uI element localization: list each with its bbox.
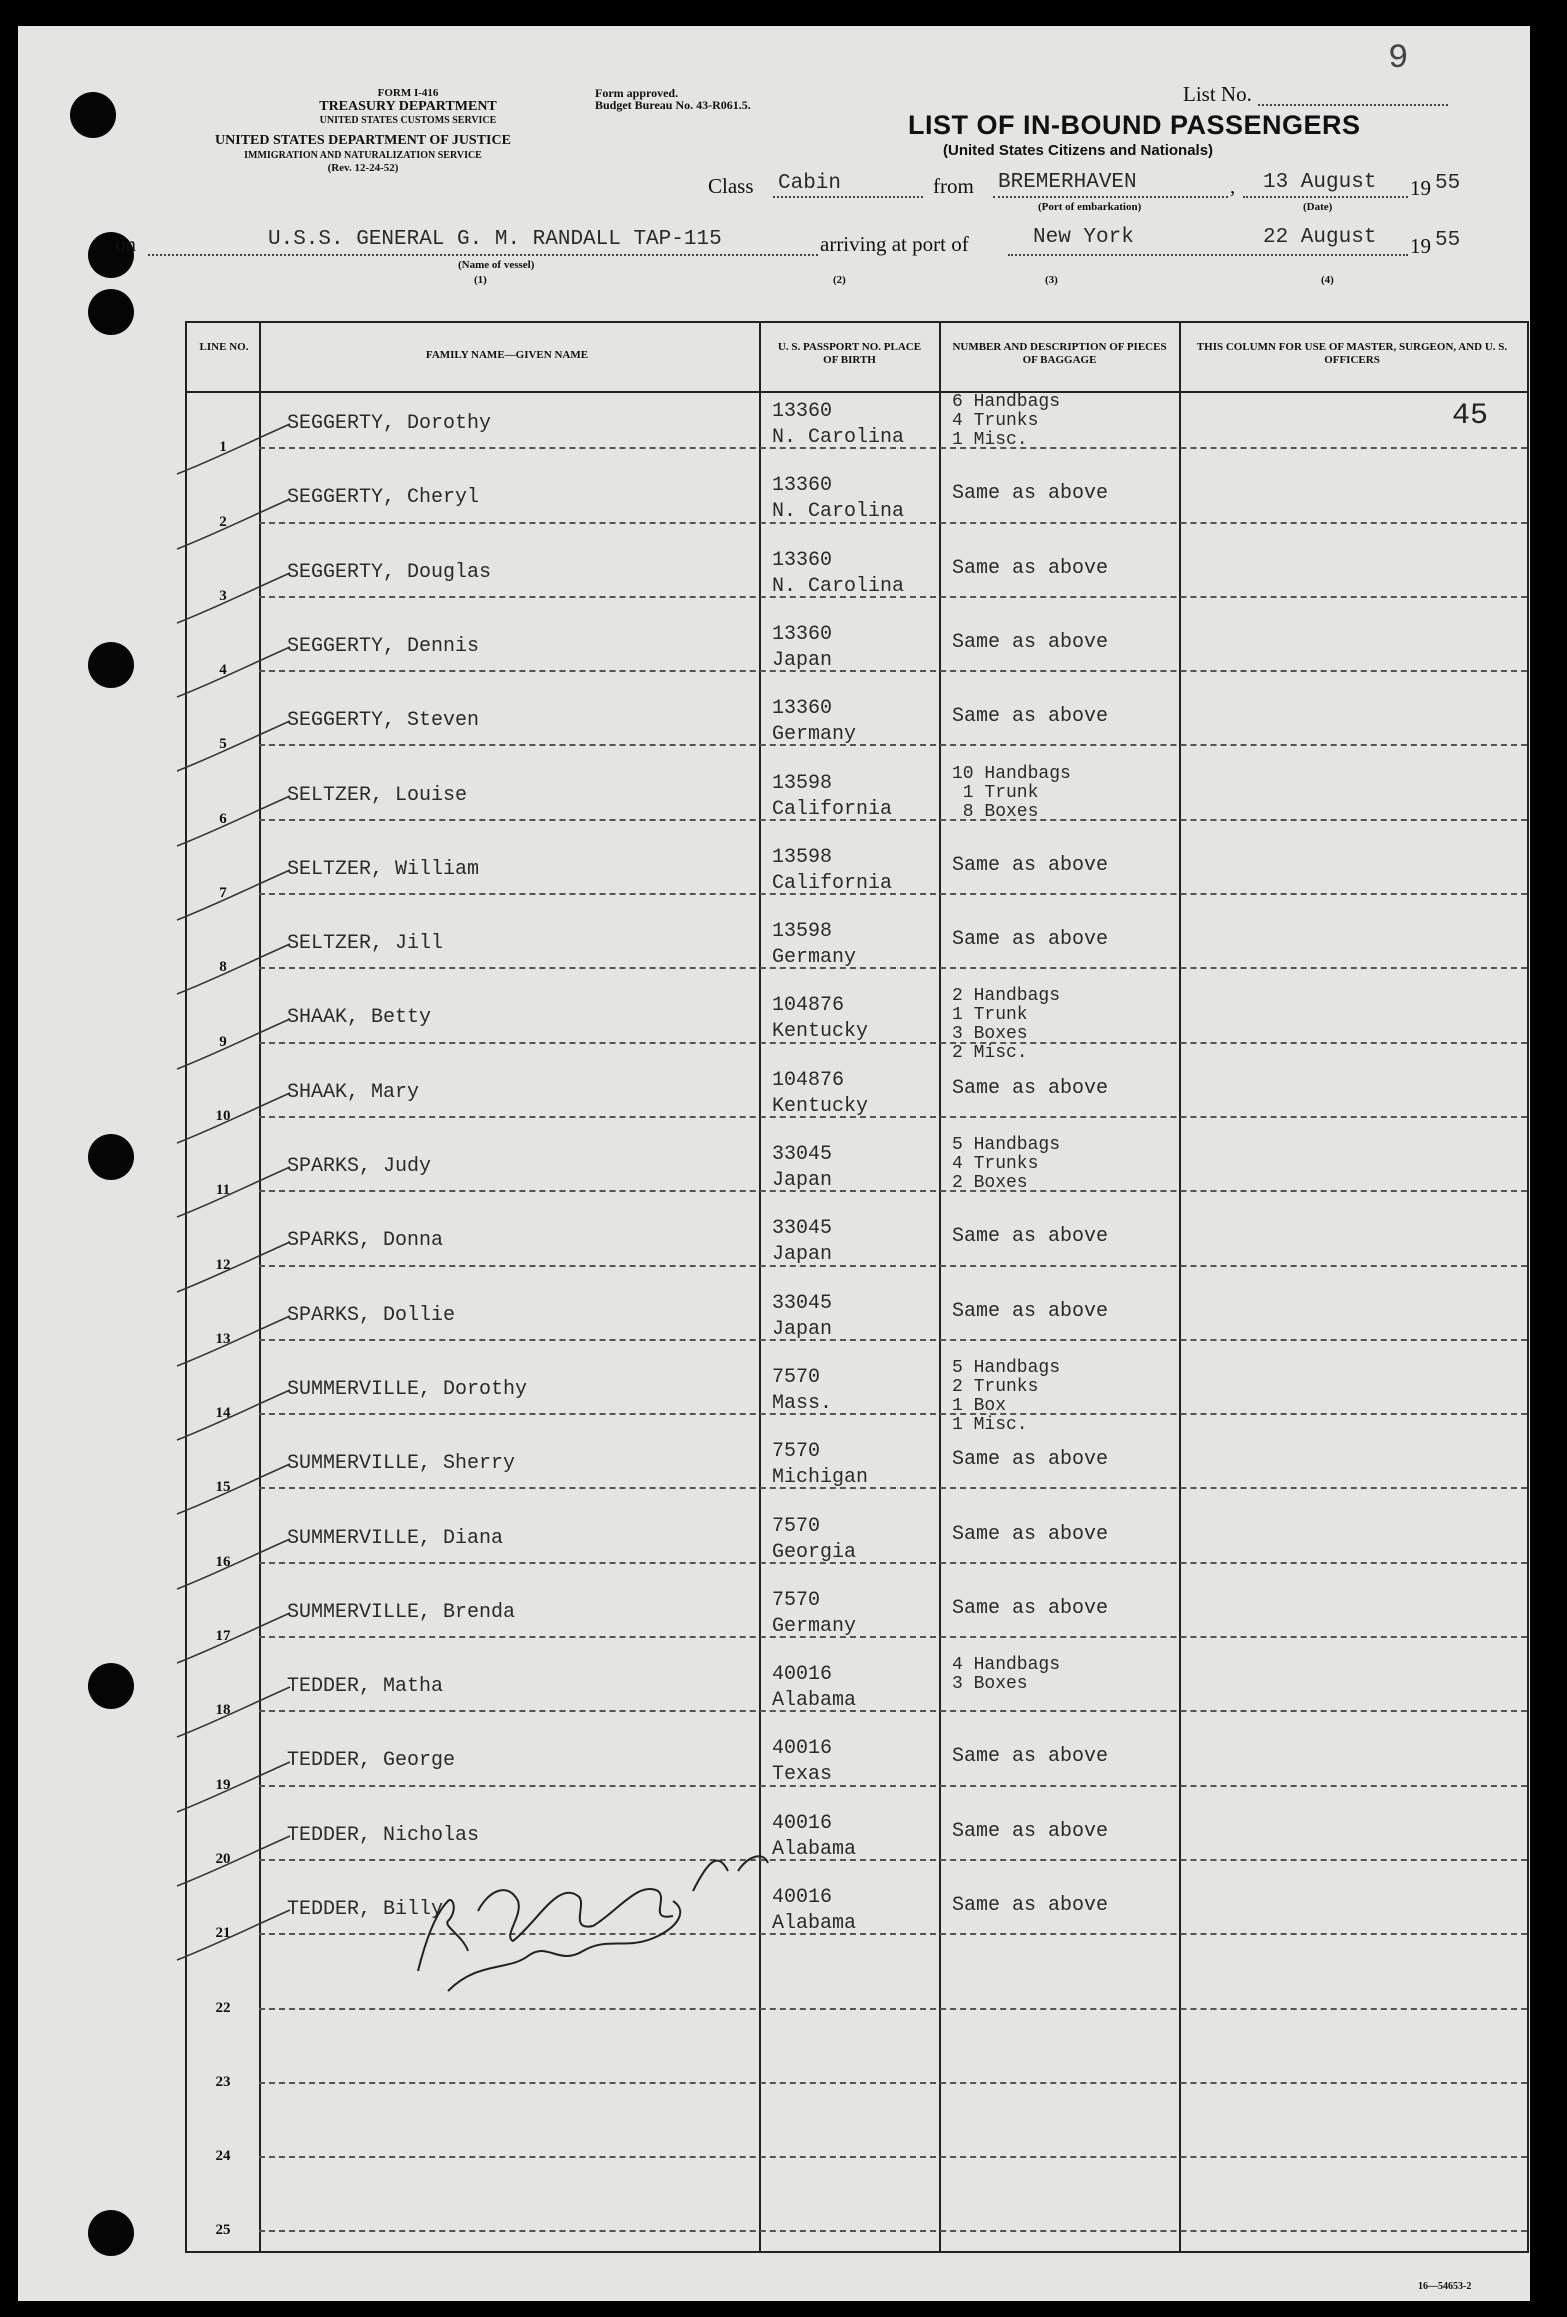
- table-row: [187, 1062, 1527, 1136]
- punch-hole: [88, 1663, 134, 1709]
- place-of-birth: Texas: [772, 1763, 833, 1787]
- place-of-birth: Germany: [772, 946, 857, 970]
- table-row: [187, 542, 1527, 616]
- table-row: [187, 1210, 1527, 1284]
- passenger-name: SELTZER, William: [287, 857, 480, 881]
- table-row: [187, 2028, 1527, 2102]
- passport-number: 7570: [772, 1365, 821, 1389]
- line-number: 8: [219, 959, 227, 976]
- line-number: 13: [215, 1330, 231, 1347]
- baggage-description: 5 Handbags 4 Trunks 2 Boxes: [952, 1135, 1061, 1193]
- passenger-name: SHAAK, Mary: [287, 1080, 420, 1104]
- passport-number: 7570: [772, 1514, 821, 1538]
- line-number: 4: [219, 662, 227, 679]
- passport-number: 104876: [772, 1068, 845, 1092]
- line-number: 22: [215, 1999, 231, 2016]
- class-value: Cabin: [778, 172, 842, 195]
- on-label: on: [115, 232, 136, 256]
- ins-service: IMMIGRATION AND NATURALIZATION SERVICE: [244, 150, 482, 161]
- place-of-birth: Georgia: [772, 1540, 857, 1564]
- header-name: FAMILY NAME—GIVEN NAME: [425, 349, 589, 361]
- place-of-birth: Japan: [772, 648, 833, 672]
- line-number: 11: [215, 1182, 231, 1199]
- line-number: 14: [215, 1405, 231, 1422]
- table-row: [187, 1582, 1527, 1656]
- place-of-birth: Alabama: [772, 1689, 857, 1713]
- table-row: [187, 986, 1527, 1064]
- place-of-birth: California: [772, 797, 893, 821]
- baggage-description: Same as above: [952, 1596, 1109, 1620]
- vessel-name: U.S.S. GENERAL G. M. RANDALL TAP-115: [268, 228, 722, 251]
- table-row: [187, 393, 1527, 467]
- passport-number: 13360: [772, 622, 833, 646]
- place-of-birth: N. Carolina: [772, 426, 905, 449]
- passport-number: 13598: [772, 920, 833, 944]
- baggage-description: Same as above: [952, 928, 1109, 952]
- table-row: [187, 467, 1527, 541]
- baggage-description: Same as above: [952, 630, 1109, 654]
- passport-number: 40016: [772, 1886, 833, 1909]
- budget-bureau: Budget Bureau No. 43-R061.5.: [595, 98, 751, 112]
- passenger-table: [185, 321, 1529, 2253]
- punch-hole: [70, 92, 116, 138]
- print-code: 16—54653-2: [1418, 2281, 1472, 2292]
- passenger-name: SUMMERVILLE, Sherry: [287, 1452, 516, 1476]
- arrival-date: 22 August: [1263, 226, 1377, 249]
- place-of-birth: Japan: [772, 1169, 833, 1192]
- passport-number: 33045: [772, 1217, 833, 1241]
- punch-hole: [88, 642, 134, 688]
- baggage-description: 5 Handbags 2 Trunks 1 Box 1 Misc.: [952, 1357, 1061, 1435]
- passenger-name: SUMMERVILLE, Diana: [287, 1526, 504, 1550]
- embark-year: 55: [1435, 172, 1461, 195]
- line-number: 19: [215, 1776, 231, 1793]
- baggage-description: Same as above: [952, 1819, 1109, 1843]
- baggage-description: Same as above: [952, 482, 1109, 506]
- table-row: [187, 1508, 1527, 1582]
- treasury-dept: TREASURY DEPARTMENT: [319, 99, 497, 114]
- table-row: [187, 1879, 1527, 1953]
- line-number: 16: [215, 1553, 231, 1570]
- header-line-no: LINE NO.: [199, 341, 249, 353]
- passenger-name: SEGGERTY, Cheryl: [287, 486, 480, 510]
- table-row: [187, 1136, 1527, 1210]
- passenger-name: SELTZER, Louise: [287, 783, 468, 807]
- passenger-name: SEGGERTY, Douglas: [287, 560, 492, 584]
- punch-hole: [88, 2210, 134, 2256]
- passport-number: 33045: [772, 1143, 833, 1166]
- baggage-description: 10 Handbags 1 Trunk 8 Boxes: [952, 763, 1071, 822]
- line-number: 24: [215, 2148, 231, 2165]
- table-row: [187, 2176, 1527, 2250]
- line-number: 7: [219, 885, 227, 902]
- passport-number: 13598: [772, 771, 833, 795]
- place-of-birth: California: [772, 871, 893, 895]
- table-row: [187, 765, 1527, 839]
- date-caption: (Date): [1303, 201, 1333, 213]
- passenger-name: SPARKS, Dollie: [287, 1303, 456, 1327]
- officer-note: 45: [1452, 399, 1489, 433]
- passport-number: 33045: [772, 1291, 833, 1315]
- table-row: [187, 690, 1527, 764]
- passenger-name: TEDDER, Nicholas: [287, 1823, 480, 1847]
- passenger-name: TEDDER, Billy: [287, 1898, 444, 1921]
- passport-number: 13360: [772, 474, 833, 498]
- line-number: 17: [215, 1628, 231, 1645]
- baggage-description: 4 Handbags 3 Boxes: [952, 1655, 1061, 1695]
- line-number: 21: [215, 1925, 231, 1942]
- line-number: 15: [215, 1479, 231, 1496]
- arrival-port: New York: [1033, 226, 1134, 249]
- passport-number: 13360: [772, 697, 833, 721]
- page-subtitle: (United States Citizens and Nationals): [943, 142, 1214, 159]
- place-of-birth: Michigan: [772, 1466, 869, 1490]
- baggage-description: Same as above: [952, 556, 1109, 580]
- line-number: 6: [219, 810, 227, 827]
- passport-number: 104876: [772, 994, 845, 1018]
- line-number: 1: [219, 439, 227, 456]
- baggage-description: Same as above: [952, 1522, 1109, 1546]
- table-row: [187, 2102, 1527, 2176]
- table-row: [187, 913, 1527, 987]
- passenger-name: TEDDER, George: [287, 1749, 456, 1773]
- vessel-caption: (Name of vessel): [458, 259, 535, 271]
- line-number: 12: [215, 1256, 231, 1273]
- form-page: FORM I-416 TREASURY DEPARTMENT UNITED STATES CUSTOMS SERVICE UNITED STATES DEPARTMENT OF JUSTICE IMMIGRATION AND NATURALIZATION SERVICE (Rev. 12-24-52) Form approved. Budget Bureau No. 43-R061.5. List No. 9 LIST OF IN-BOUND PASSENGERS (United States Citizens and Nationals) Class Cabin from BREMERHAVEN (Port of embarkation) , 13 August (Date) 19 55 on U.S.S. GENERAL G. M. RANDALL TAP-115 (Name of vessel) (1) arriving at port of (2) New York (3) 22 August (4) 19 55 LINE NO. FAMILY NAME—GIVEN NAME U. S. PASSPORT NO. PLACE OF BIRTH NUMBER AND DESCRIPTION OF PIECES OF BAGGAGE THIS COLUMN FOR USE OF MASTER, SURGEON, AND U. S. OFFICERS 45 1 SEGGERTY, Dorothy 13360 N. Carolina 6 Handbags 4 Trunks 1 Misc. 2 SEGGERTY, Cheryl 13360 N. Carolina Same as above 3 SEGGERTY, Douglas 13360 N. Carolina Same as above 4 SEGGERTY, Dennis 13360 Japan Same as above 5 SEGGERTY, Steven 13360 Germany Same as above 6 SELTZER, Louise 13598 California 10 Handbags 1 Trunk 8 Boxes 7 SELTZER, William 13598 California Same as above 8 SELTZER, Jill 13598 Germany Same as above 9 SHAAK, Betty 104876 Kentucky 2 Handbags 1 Trunk 3 Boxes 2 Misc. 10 SHAAK, Mary 104876 Kentucky Same as above 11 SPARKS, Judy 33045 Japan 5 Handbags 4 Trunks 2 Boxes 12 SPARKS, Donna 33045 Japan Same as above 13 SPARKS, Dollie 33045 Japan Same as above 14 SUMMERVILLE, Dorothy 7570 Mass. 5 Handbags 2 Trunks 1 Box 1 Misc. 15 SUMMERVILLE, Sherry 7570 Michigan Same as above 16 SUMMERVILLE, Diana 7570 Georgia Same as above 17 SUMMERVILLE, Brenda 7570 Germany Same as above 18 TEDDER, Matha 40016 Alabama 4 Handbags 3 Boxes 19 TEDDER, George 40016 Texas Same as above 20 TEDDER, Nicholas 40016 Alabama Same as above 21 TEDDER, Billy 40016 Alabama Same as above 22 23 24 25 16—54653-2: [18, 26, 1530, 2301]
- place-of-birth: Mass.: [772, 1391, 833, 1415]
- port-caption: (Port of embarkation): [1038, 201, 1142, 213]
- place-of-birth: N. Carolina: [772, 500, 905, 524]
- passenger-name: SPARKS, Judy: [287, 1155, 432, 1178]
- arriving-label: arriving at port of: [820, 232, 969, 256]
- punch-hole: [88, 289, 134, 335]
- table-row: [187, 1730, 1527, 1804]
- place-of-birth: N. Carolina: [772, 574, 905, 598]
- arrival-year: 55: [1435, 229, 1461, 252]
- customs-service: UNITED STATES CUSTOMS SERVICE: [319, 115, 497, 126]
- passport-number: 13360: [772, 548, 833, 572]
- header-passport: U. S. PASSPORT NO. PLACE OF BIRTH: [777, 341, 922, 366]
- form-approved: Form approved.: [595, 86, 679, 100]
- place-of-birth: Germany: [772, 1614, 857, 1638]
- passport-number: 7570: [772, 1440, 821, 1464]
- baggage-description: Same as above: [952, 705, 1109, 729]
- passenger-name: TEDDER, Matha: [287, 1675, 444, 1699]
- header-officers: THIS COLUMN FOR USE OF MASTER, SURGEON, AND U. S. OFFICERS: [1196, 341, 1508, 366]
- table-row: [187, 1433, 1527, 1507]
- line-number: 2: [219, 513, 227, 530]
- table-row: [187, 1953, 1527, 2027]
- baggage-description: Same as above: [952, 1299, 1109, 1323]
- baggage-description: 2 Handbags 1 Trunk 3 Boxes 2 Misc.: [952, 986, 1061, 1064]
- line-number: 25: [215, 2222, 231, 2239]
- passenger-name: SEGGERTY, Dennis: [287, 634, 480, 658]
- passenger-name: SHAAK, Betty: [287, 1006, 432, 1030]
- embark-date: 13 August: [1263, 171, 1377, 194]
- punch-hole: [88, 1134, 134, 1180]
- passport-number: 40016: [772, 1663, 833, 1687]
- passport-number: 40016: [772, 1737, 833, 1761]
- list-no-value: 9: [1388, 40, 1409, 78]
- table-row: [187, 1656, 1527, 1730]
- place-of-birth: Kentucky: [772, 1020, 869, 1044]
- table-row: [187, 1285, 1527, 1359]
- baggage-description: 6 Handbags 4 Trunks 1 Misc.: [952, 392, 1061, 450]
- place-of-birth: Alabama: [772, 1837, 857, 1861]
- revision: (Rev. 12-24-52): [327, 162, 399, 174]
- class-label: Class: [708, 174, 754, 198]
- table-row: [187, 616, 1527, 690]
- line-number: 20: [215, 1850, 231, 1867]
- baggage-description: Same as above: [952, 853, 1109, 877]
- line-number: 9: [219, 1033, 227, 1050]
- passenger-name: SEGGERTY, Dorothy: [287, 412, 492, 435]
- place-of-birth: Japan: [772, 1243, 833, 1267]
- baggage-description: Same as above: [952, 1225, 1109, 1249]
- header-baggage: NUMBER AND DESCRIPTION OF PIECES OF BAGGAGE: [952, 341, 1167, 366]
- baggage-description: Same as above: [952, 1076, 1109, 1100]
- passenger-name: SUMMERVILLE, Dorothy: [287, 1377, 528, 1401]
- justice-dept: UNITED STATES DEPARTMENT OF JUSTICE: [215, 133, 511, 148]
- place-of-birth: Kentucky: [772, 1094, 869, 1118]
- line-number: 23: [215, 2073, 231, 2090]
- passenger-name: SELTZER, Jill: [287, 932, 444, 956]
- table-row: [187, 839, 1527, 913]
- line-number: 3: [219, 587, 227, 604]
- passenger-name: SEGGERTY, Steven: [287, 709, 480, 733]
- passport-number: 40016: [772, 1811, 833, 1835]
- table-row: [187, 1805, 1527, 1879]
- place-of-birth: Alabama: [772, 1912, 857, 1935]
- check-mark-icon: [175, 2202, 295, 2262]
- form-number: FORM I-416: [377, 87, 439, 99]
- passport-number: 13598: [772, 845, 833, 869]
- passenger-name: SPARKS, Donna: [287, 1229, 444, 1253]
- passenger-name: SUMMERVILLE, Brenda: [287, 1600, 516, 1624]
- baggage-description: Same as above: [952, 1894, 1109, 1917]
- port-of-embarkation: BREMERHAVEN: [998, 171, 1137, 194]
- baggage-description: Same as above: [952, 1745, 1109, 1769]
- list-no-label: List No.: [1183, 82, 1252, 106]
- line-number: 10: [215, 1107, 231, 1124]
- year-prefix: 19: [1410, 176, 1431, 200]
- passport-number: 13360: [772, 400, 833, 423]
- line-number: 18: [215, 1702, 231, 1719]
- inspector-signature: [408, 1841, 828, 2001]
- from-label: from: [933, 174, 974, 198]
- line-number: 5: [219, 736, 227, 753]
- baggage-description: Same as above: [952, 1448, 1109, 1472]
- place-of-birth: Japan: [772, 1317, 833, 1341]
- table-row: [187, 1359, 1527, 1433]
- passport-number: 7570: [772, 1588, 821, 1612]
- place-of-birth: Germany: [772, 723, 857, 747]
- page-title: LIST OF IN-BOUND PASSENGERS: [908, 110, 1361, 140]
